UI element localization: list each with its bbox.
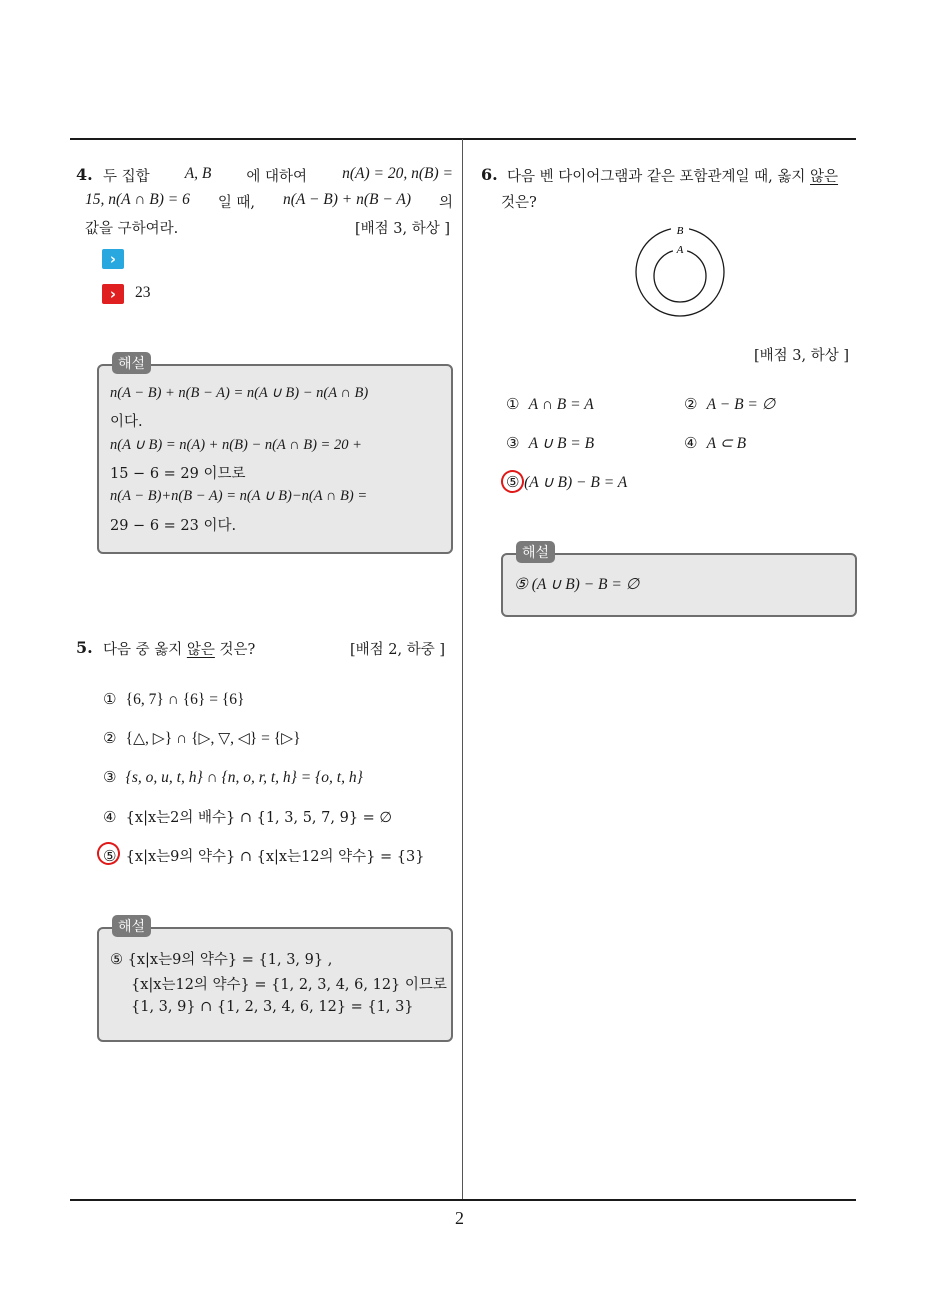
explanation-tag: 해설 (516, 541, 555, 563)
prompt-text: 것은? (501, 195, 537, 211)
option-marker: ① (506, 395, 520, 413)
score-label: [배점 3, 하상 ] (754, 348, 850, 364)
column-divider (462, 139, 463, 1200)
prompt-text: 것은? (219, 642, 256, 658)
question-number: 5. (76, 638, 93, 657)
option-2[interactable] (684, 395, 775, 414)
explanation-line: 이다. (110, 414, 143, 430)
answer-toggle-button[interactable] (102, 249, 124, 269)
option-1[interactable] (103, 690, 245, 709)
venn-label-a: A (676, 244, 684, 256)
option-text: {s, o, u, t, h} ∩ {n, o, r, t, h} = {o, t, h} (125, 769, 363, 786)
explanation-line: ⑤ {x|x는9의 약수} = {1, 3, 9} , (110, 952, 333, 968)
option-marker: ① (103, 690, 117, 708)
option-marker: ⑤ (103, 847, 117, 865)
explanation-line: ⑤ (A ∪ B) − B = ∅ (514, 576, 640, 593)
option-marker: ③ (103, 768, 117, 786)
option-text: {△, ▷} ∩ {▷, ▽, ◁} = {▷} (125, 730, 301, 747)
prompt-text: 다음 중 옳지 (103, 642, 183, 658)
q4-text: 값을 구하여라. (85, 221, 179, 237)
option-2[interactable] (103, 729, 301, 748)
venn-inner-circle (654, 250, 706, 302)
question-4-line-2 (85, 191, 453, 212)
question-number: 6. (481, 165, 498, 184)
score-label: [배점 3, 하상 ] (355, 221, 451, 237)
question-number: 4. (76, 165, 93, 184)
prompt-underlined: 않은 (810, 169, 839, 185)
option-marker: ⑤ (506, 473, 520, 491)
option-marker: ③ (506, 434, 520, 452)
explanation-line: 15 − 6 = 29 이므로 (110, 466, 246, 482)
option-text: {x|x는2의 배수} ∩ {1, 3, 5, 7, 9} = ∅ (125, 810, 393, 826)
option-3[interactable] (506, 434, 594, 453)
option-text: A ∪ B = B (528, 435, 595, 452)
option-text: A − B = ∅ (706, 396, 776, 413)
option-text: A ∩ B = A (528, 396, 594, 413)
q4-math: n(A) = 20, n(B) = (342, 165, 453, 182)
option-text: (A ∪ B) − B = A (524, 474, 628, 491)
explanation-line: {1, 3, 9} ∩ {1, 2, 3, 4, 6, 12} = {1, 3} (131, 999, 414, 1015)
option-text: {6, 7} ∩ {6} = {6} (125, 691, 245, 708)
option-marker: ④ (684, 434, 698, 452)
score-label: [배점 2, 하중 ] (350, 642, 446, 658)
explanation-tag: 해설 (112, 915, 151, 937)
explanation-line: 29 − 6 = 23 이다. (110, 518, 237, 534)
q4-text: 에 대하여 (246, 169, 308, 185)
venn-label-b: B (676, 225, 684, 237)
q4-text: 의 (438, 195, 453, 211)
bottom-rule (70, 1199, 856, 1201)
q4-text: 두 집합 (103, 169, 150, 185)
q4-math: 15, n(A ∩ B) = 6 (85, 191, 190, 208)
option-marker: ② (684, 395, 698, 413)
option-4[interactable] (684, 434, 746, 453)
option-4[interactable] (103, 806, 392, 827)
option-3[interactable] (103, 768, 363, 787)
explanation-line: n(A − B)+n(B − A) = n(A ∪ B)−n(A ∩ B) = (110, 488, 368, 504)
option-text: {x|x는9의 약수} ∩ {x|x는12의 약수} = {3} (125, 849, 425, 865)
answer-reveal-button[interactable] (102, 284, 124, 304)
option-marker: ② (103, 729, 117, 747)
option-5[interactable] (103, 845, 424, 866)
chevron-right-icon: › (109, 285, 117, 303)
explanation-line: {x|x는12의 약수} = {1, 2, 3, 4, 6, 12} 이므로 (131, 977, 447, 993)
explanation-line: n(A − B) + n(B − A) = n(A ∪ B) − n(A ∩ B) (110, 385, 369, 401)
explanation-line: n(A ∪ B) = n(A) + n(B) − n(A ∩ B) = 20 + (110, 437, 362, 453)
prompt-underlined: 않은 (186, 642, 215, 658)
option-text: A ⊂ B (706, 435, 747, 452)
q4-text: 일 때, (217, 195, 256, 211)
venn-diagram (630, 222, 730, 320)
option-marker: ④ (103, 808, 117, 826)
q4-sets: A, B (184, 165, 212, 182)
venn-outer-circle (636, 228, 724, 316)
explanation-tag: 해설 (112, 352, 151, 374)
page-number: 2 (455, 1208, 464, 1228)
q4-math: n(A − B) + n(B − A) (282, 191, 412, 208)
question-4-line-1 (103, 165, 453, 186)
question-prompt (103, 638, 255, 659)
chevron-right-icon: › (109, 250, 117, 268)
answer-value: 23 (135, 284, 151, 301)
prompt-text: 다음 벤 다이어그램과 같은 포함관계일 때, 옳지 (507, 169, 806, 185)
option-1[interactable] (506, 395, 594, 414)
question-prompt (507, 165, 838, 186)
